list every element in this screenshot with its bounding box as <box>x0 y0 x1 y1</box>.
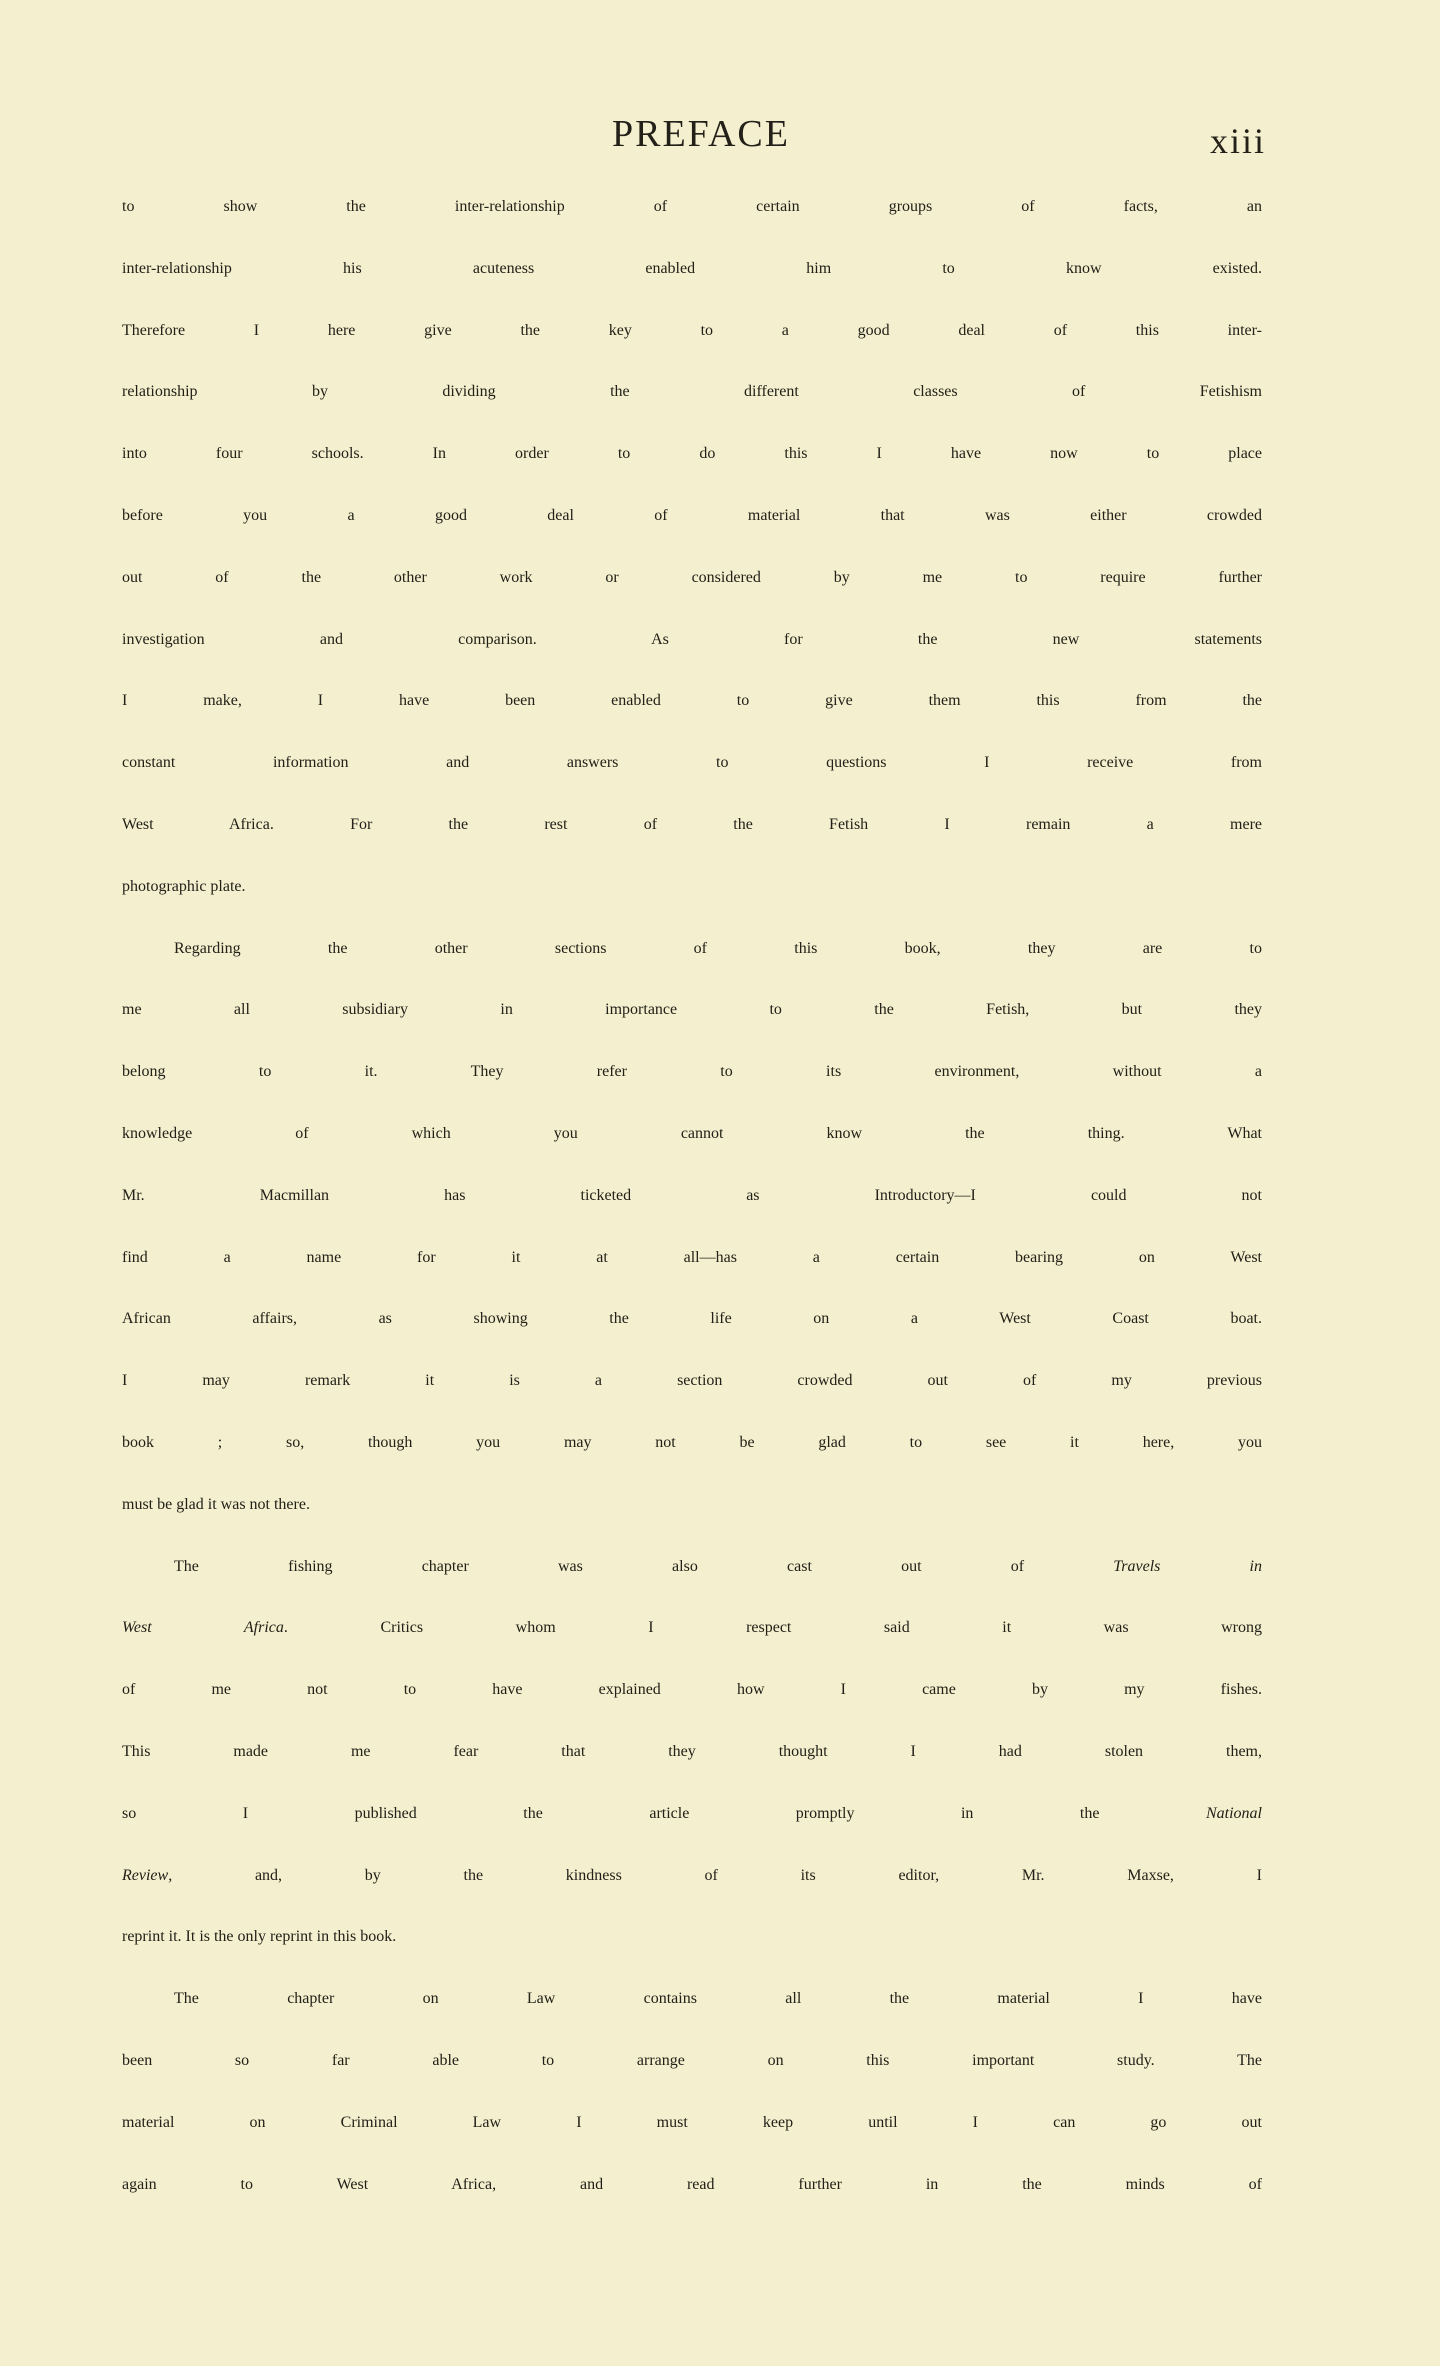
text-line: material on Criminal Law I must keep until I can go out <box>122 2113 1262 2131</box>
running-title: PREFACE <box>611 113 790 155</box>
paragraph-1 <box>122 198 1262 940</box>
text-line: before you a good deal of material that was either crowded <box>122 506 1262 524</box>
text-line <box>122 1558 1262 1620</box>
text-line: investigation and comparison. As for the new statements <box>122 630 1262 648</box>
text-line: must be glad it was not there. <box>122 1495 310 1513</box>
text-line: reprint it. It is the only reprint in this book. <box>122 1928 397 1946</box>
text-line: knowledge of which you cannot know the thing. What <box>122 1124 1262 1142</box>
text-line: book ; so, though you may not be glad to see it here, you <box>122 1433 1262 1451</box>
book-title-italic: Travels in <box>1113 1557 1262 1575</box>
text-run: . Critics whom I respect said it was wrong <box>283 1619 1262 1637</box>
text-line: Therefore I here give the key to a good deal of this inter- <box>122 321 1262 339</box>
text-line <box>122 1805 1262 1867</box>
text-line: inter-relationship his acuteness enabled him to know existed. <box>122 259 1262 277</box>
text-line: Regarding the other sections of this book, they are to <box>174 939 1262 957</box>
text-line: photographic plate. <box>122 877 246 895</box>
page-number: xiii <box>1209 121 1266 161</box>
text-line: African affairs, as showing the life on a West Coast boat. <box>122 1310 1262 1328</box>
text-line: This made me fear that they thought I had stolen them, <box>122 1742 1262 1760</box>
text-line: to show the inter-relationship of certain groups of facts, an <box>122 198 1262 215</box>
body-text <box>122 198 1262 2237</box>
text-line: out of the other work or considered by me to require further <box>122 568 1262 586</box>
text-line: of me not to have explained how I came by my fishes. <box>122 1681 1262 1699</box>
running-header <box>0 106 1440 166</box>
text-line: I may remark it is a section crowded out of my previous <box>122 1372 1262 1390</box>
text-line: into four schools. In order to do this I have now to place <box>122 445 1262 463</box>
text-run: so I published the article promptly in the <box>122 1804 1206 1822</box>
text-line: West Africa. For the rest of the Fetish I remain a mere <box>122 815 1262 833</box>
text-line: The chapter on Law contains all the material I have <box>174 1990 1262 2008</box>
text-line <box>122 1867 1262 1929</box>
text-line: again to West Africa, and read further in the minds of <box>122 2175 1262 2193</box>
text-line: relationship by dividing the different classes of Fetishism <box>122 383 1262 401</box>
text-line: belong to it. They refer to its environment, without a <box>122 1063 1262 1081</box>
journal-title-italic: Review <box>122 1866 169 1884</box>
text-line: find a name for it at all—has a certain bearing on West <box>122 1248 1262 1266</box>
paragraph-2 <box>122 940 1262 1558</box>
text-line: constant information and answers to questions I receive from <box>122 754 1262 772</box>
text-run: The fishing chapter was also cast out of <box>174 1557 1114 1575</box>
text-line <box>122 1619 1262 1681</box>
paragraph-4 <box>122 1990 1262 2237</box>
text-line: me all subsidiary in importance to the Fetish, but they <box>122 1001 1262 1019</box>
text-line: I make, I have been enabled to give them this from the <box>122 692 1262 710</box>
book-title-italic: West Africa <box>122 1619 284 1637</box>
journal-title-italic: National <box>1205 1804 1262 1822</box>
text-run: , and, by the kindness of its editor, Mr. Maxse, I <box>168 1866 1262 1884</box>
paragraph-3 <box>122 1558 1262 1991</box>
text-line: been so far able to arrange on this important study. The <box>122 2051 1262 2069</box>
text-line: Mr. Macmillan has ticketed as Introductory—I could not <box>122 1186 1262 1204</box>
